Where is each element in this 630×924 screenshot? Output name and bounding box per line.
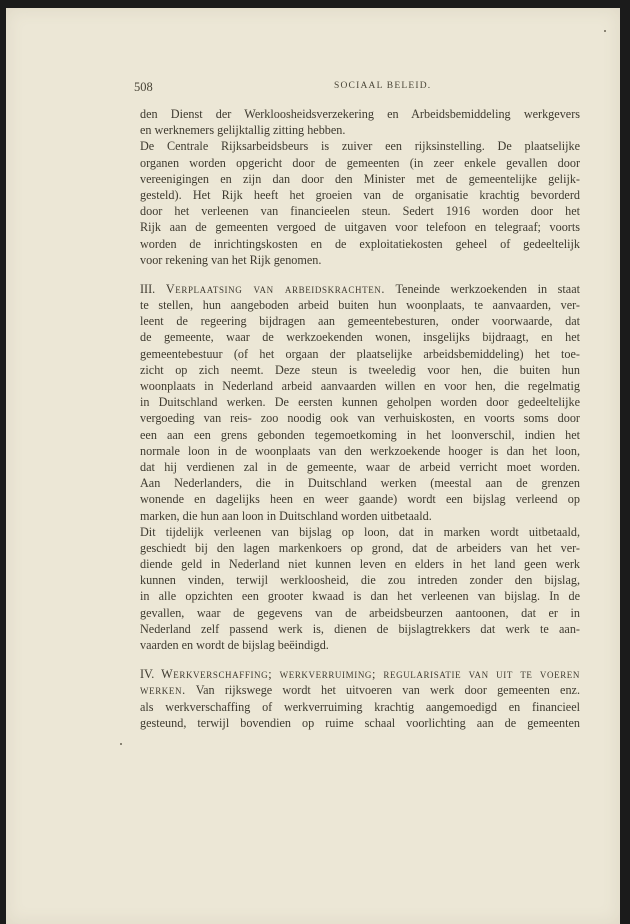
section-heading: Verplaatsing van arbeidskrachten. xyxy=(165,281,386,296)
text-line: Nederland zelf passend werk is, dienen de bijslagtrekkers dat werk te aan- xyxy=(140,621,580,636)
page-number: 508 xyxy=(134,80,153,94)
paragraph-spacer xyxy=(140,653,580,666)
text-line: vergoeding van reis- zoo noodig ook van verhuiskosten, en voorts soms door xyxy=(140,411,580,426)
section-number: III. xyxy=(140,281,156,296)
text-run: Teneinde werkzoekenden in staat xyxy=(395,281,580,296)
text-line: Rijk aan de gemeenten vergoed de uitgaven voor telefoon en telegraaf; voorts xyxy=(140,220,580,235)
section-heading-line xyxy=(140,281,580,297)
text-line: gesteld). Het Rijk heeft het groeien van de organisatie krachtig bevorderd xyxy=(140,187,580,202)
paper-speck xyxy=(604,30,606,32)
text-line: diende geld in Nederland niet kunnen leven en elders in het land geen werk xyxy=(140,557,580,572)
text-line: de gemeente, waar de werkzoekenden wonen, insgelijks bijdraagt, en het xyxy=(140,330,580,345)
paragraph-spacer xyxy=(140,268,580,281)
text-line: Aan Nederlanders, die in Duitschland werken (meestal aan de grenzen xyxy=(140,476,580,491)
text-line: vaarden en wordt de bijslag beëindigd. xyxy=(140,638,329,652)
text-line: in alle opzichten een grooter kwaad is dan het verleenen van bijslag. In de xyxy=(140,589,580,604)
text-line: te stellen, hun aangeboden arbeid buiten hun woonplaats, te aanvaarden, ver- xyxy=(140,298,580,313)
section-heading: Werkverschaffing; werkverruiming; regularisatie van uit te voeren xyxy=(161,667,580,682)
text-line: voor rekening van het Rijk genomen. xyxy=(140,252,322,267)
page-header xyxy=(134,80,584,98)
text-line: kunnen vinden, terwijl werkloosheid, die zou intreden zonder den bijslag, xyxy=(140,573,580,588)
text-line: in Duitschland werken. De eersten kunnen geholpen worden door gedeeltelijke xyxy=(140,395,580,410)
section-number: IV. xyxy=(140,667,155,682)
text-line: vereenigingen en zijn dan door den Minister met de gemeentelijke gelijk- xyxy=(140,171,580,186)
text-line: normale loon in de woonplaats van den werkzoekende hooger is dan het loon, xyxy=(140,443,580,458)
text-line: gemeentebestuur (of het orgaan der plaatselijke arbeidsbemiddeling) het toe- xyxy=(140,346,580,361)
text-line: den Dienst der Werkloosheidsverzekering en Arbeidsbemiddeling werkgevers xyxy=(140,107,580,121)
text-line: een aan een grens gebonden tegemoetkoming in het loonverschil, indien het xyxy=(140,427,580,442)
text-line: door het verleenen van financieelen steun. Sedert 1916 worden door het xyxy=(140,204,580,219)
paragraph-rijksarbeidsbeurs xyxy=(140,138,580,268)
text-line: gesteund, terwijl bovendien op ruime schaal voorlichting aan de gemeenten xyxy=(140,715,580,730)
paper-speck xyxy=(120,743,122,745)
book-page xyxy=(6,8,620,924)
text-line: worden de inrichtingskosten en de exploitatiekosten geheel of gedeeltelijk xyxy=(140,236,580,251)
text-line: dat hij verdienen zal in de gemeente, waar de arbeid verricht moet worden. xyxy=(140,459,580,474)
text-line: geschiedt bij den lagen markenkoers op grond, dat de arbeiders van het ver- xyxy=(140,540,580,555)
text-line: gevallen, waar de gegevens van de arbeidsbeurzen aantoonen, dat er in xyxy=(140,605,580,620)
section-verplaatsing xyxy=(140,281,580,653)
paragraph-werkloosheid xyxy=(140,106,580,138)
section-heading-line xyxy=(140,682,580,698)
text-line: organen worden opgericht door de gemeenten (in zeer enkele gevallen door xyxy=(140,155,580,170)
section-heading-line xyxy=(140,666,580,682)
running-head: SOCIAAL BELEID. xyxy=(334,81,432,91)
text-line: als werkverschaffing of werkverruiming krachtig aangemoedigd en financieel xyxy=(140,699,580,714)
section-werkverschaffing xyxy=(140,666,580,731)
text-run: Van rijkswege wordt het uitvoeren van werk door gemeenten enz. xyxy=(195,683,580,698)
text-line: zicht op zich neemt. Deze steun is tweeledig voor hen, die buiten hun xyxy=(140,362,580,377)
text-line: Dit tijdelijk verleenen van bijslag op loon, dat in marken wordt uitbetaald, xyxy=(140,524,580,539)
text-line: wonende en dagelijks heen en weer gaande) wordt een bijslag verleend op xyxy=(140,492,580,507)
text-line: leent de regeering bijdragen aan gemeentebesturen, onder voorwaarde, dat xyxy=(140,314,580,329)
section-heading: werken. xyxy=(140,683,186,698)
text-line: marken, die hun aan loon in Duitschland worden uitbetaald. xyxy=(140,508,432,523)
body-text xyxy=(140,106,580,731)
text-line: woonplaats in Nederland arbeid aanvaarden willen en voor hen, die regelmatig xyxy=(140,379,580,393)
text-line: De Centrale Rijksarbeidsbeurs is zuiver een rijksinstelling. De plaatselijke xyxy=(140,139,580,154)
text-line: en werknemers gelijktallig zitting hebben. xyxy=(140,123,346,138)
